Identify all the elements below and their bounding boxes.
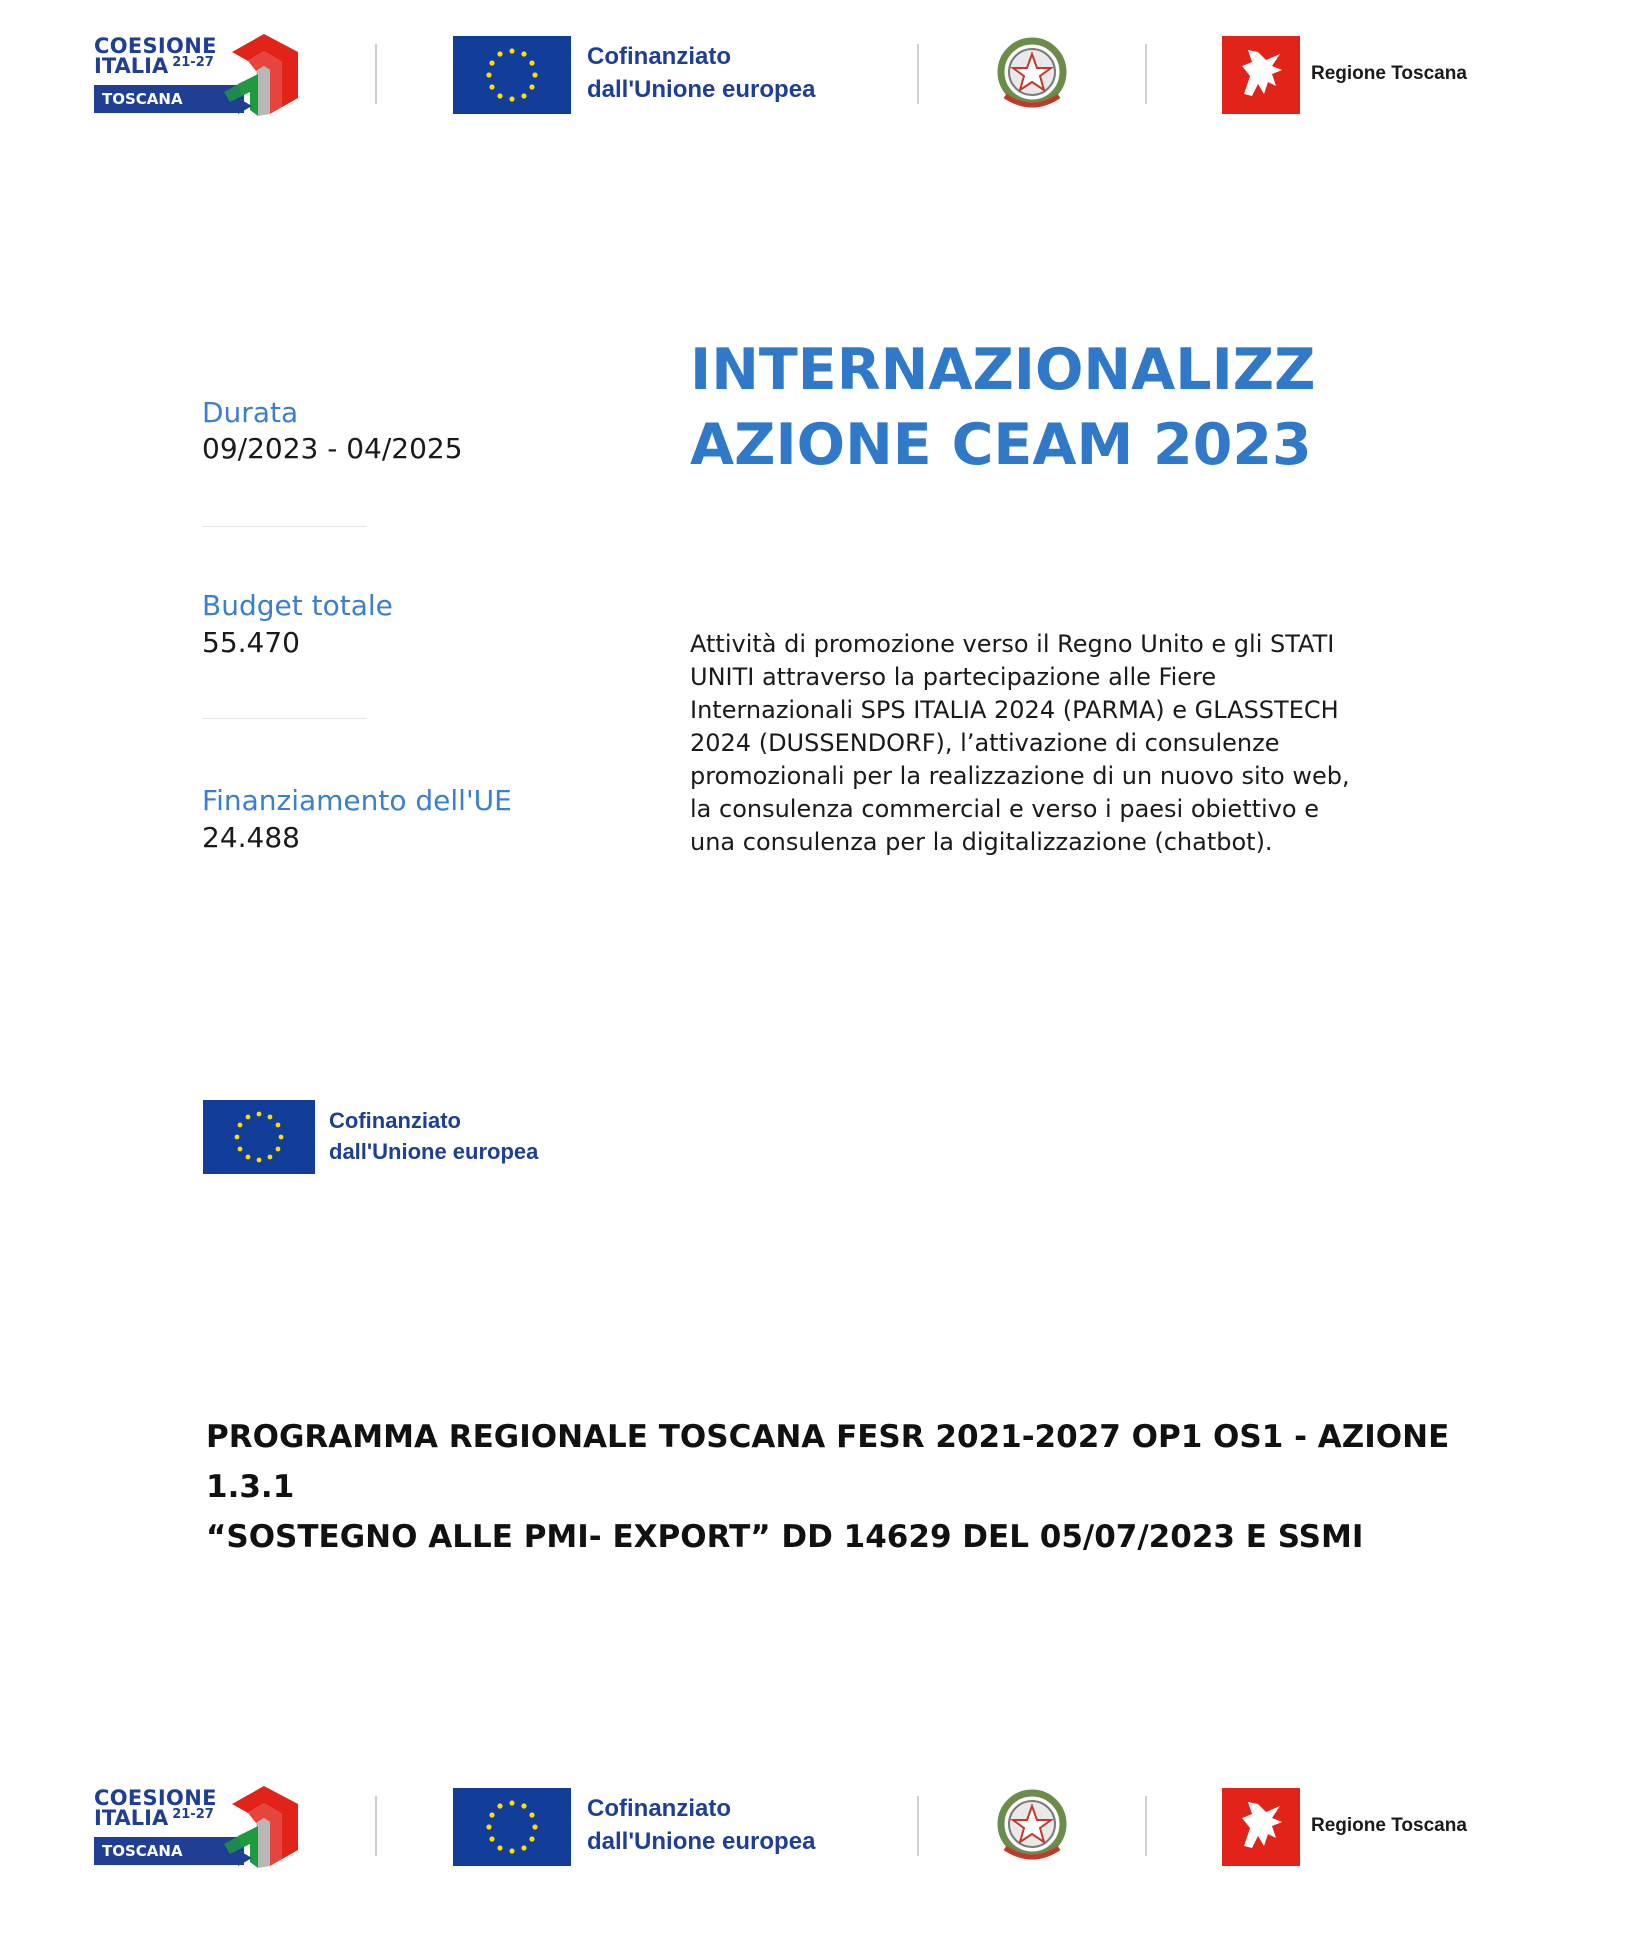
coesione-years: 21-27 [172,1807,214,1822]
logo-separator [375,1796,377,1856]
italian-republic-emblem-icon [995,34,1069,114]
coesione-years: 21-27 [172,55,214,70]
logo-separator [1145,44,1147,104]
programme-line1: PROGRAMMA REGIONALE TOSCANA FESR 2021-2027 OP1 OS1 - AZIONE 1.3.1 [206,1419,1450,1505]
coesione-line2: ITALIA $^{21-27}$ [94,54,214,78]
eu-line2: dall'Unione europea [587,1828,816,1855]
eu-line2: dall'Unione europea [587,76,816,103]
bottom-logo-bar [0,1786,1627,1876]
durata-value: 09/2023 - 04/2025 [202,432,463,465]
eu-cofinanced-text [587,1792,815,1858]
pegasus-icon [1222,36,1300,114]
coesione-arrows-icon [212,1786,298,1868]
eu-flag-icon [453,36,571,114]
eu-line1: Cofinanziato [329,1108,461,1133]
eu-line1: Cofinanziato [587,43,731,70]
eu-cofinanced-text [587,40,815,106]
logo-separator [917,1796,919,1856]
programme-reference [206,1412,1536,1562]
pegasus-icon [1222,1788,1300,1866]
eu-line2: dall'Unione europea [329,1139,539,1164]
info-divider [202,526,367,527]
top-logo-bar [0,34,1627,124]
project-description: Attività di promozione verso il Regno Unito e gli STATI UNITI attraverso la partecipazione alle Fiere Internazionali SPS ITALIA 2024 (PARMA) e GLASSTECH 2024 (DUSSENDORF), l’attivazione di consulenze promozionali per la realizzazione di un nuovo sito web, la consulenza commercial e verso i paesi obiettivo e una consulenza per la digitalizzazione (chatbot). [690,630,1350,856]
coesione-italia-logo [94,34,304,118]
logo-separator [375,44,377,104]
regione-toscana-text: Regione Toscana [1311,63,1467,84]
logo-separator [917,44,919,104]
finanziamento-value: 24.488 [202,821,300,854]
eu-cofinanced-text-mid [329,1105,538,1167]
coesione-line1: COESIONE [94,34,217,58]
coesione-line1: COESIONE [94,1786,217,1810]
info-divider [202,718,367,719]
eu-line1: Cofinanziato [587,1795,731,1822]
coesione-region: TOSCANA [102,1842,183,1860]
programme-line2: “SOSTEGNO ALLE PMI- EXPORT” DD 14629 DEL 05/07/2023 E SSMI [206,1519,1364,1555]
coesione-italia-logo [94,1786,304,1870]
coesione-arrows-icon [212,34,298,116]
project-title: INTERNAZIONALIZZAZIONE CEAM 2023 [690,337,1316,478]
budget-label: Budget totale [202,589,393,622]
eu-flag-icon [453,1788,571,1866]
logo-separator [1145,1796,1147,1856]
eu-flag-icon [203,1100,315,1174]
regione-toscana-text: Regione Toscana [1311,1815,1467,1836]
coesione-region: TOSCANA [102,90,183,108]
finanziamento-label: Finanziamento dell'UE [202,784,512,817]
coesione-line2: ITALIA $^{21-27}$ [94,1806,214,1830]
durata-label: Durata [202,396,299,429]
italian-republic-emblem-icon [995,1786,1069,1866]
budget-value: 55.470 [202,626,300,659]
